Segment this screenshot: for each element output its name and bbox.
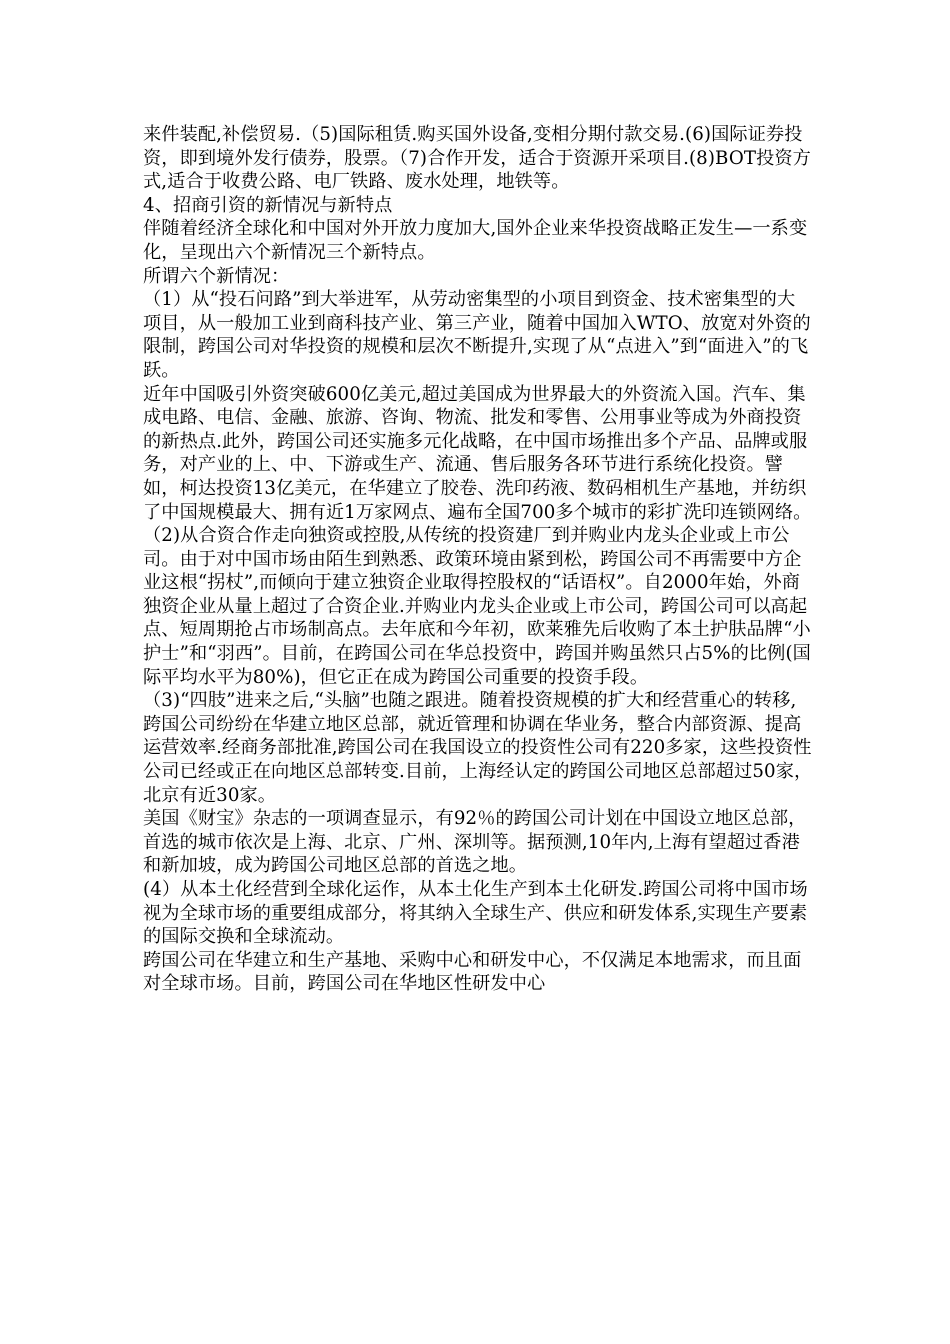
paragraph-point-1-detail: 近年中国吸引外资突破600亿美元,超过美国成为世界最大的外资流入国。汽车、集成电路、电信、金融、旅游、咨询、物流、批发和零售、公用事业等成为外商投资的新热点.此外，跨国公司还实施多元化战略，在中国市场推出多个产品、品牌或服务，对产业的上、中、下游或生产、流通、售后服务各环节进行系统化投资。譬如，柯达投资13亿美元，在华建立了胶卷、洗印药液、数码相机生产基地，并纺织了中国规模最大、拥有近1万家网点、遍布全国700多个城市的彩扩洗印连锁网络。 — [143, 383, 812, 523]
paragraph-point-4-detail: 跨国公司在华建立和生产基地、采购中心和研发中心，不仅满足本地需求，而且面对全球市场。目前，跨国公司在华地区性研发中心 — [143, 949, 802, 995]
paragraph-six-situations: 所谓六个新情况： — [143, 265, 290, 287]
paragraph-trade-methods: 来件装配,补偿贸易.（5)国际租赁.购买国外设备,变相分期付款交易.(6)国际证券投资，即到境外发行债券，股票。（7)合作开发，适合于资源开采项目.(8)BOT投资方式,适合于收费公路、电厂铁路、废水处理，地铁等。 — [143, 124, 811, 193]
paragraph-point-4: (4）从本土化经营到全球化运作，从本土化生产到本土化研发.跨国公司将中国市场视为全球市场的重要组成部分，将其纳入全球生产、供应和研发体系,实现生产要素的国际交换和全球流动。 — [143, 879, 808, 948]
paragraph-point-3: （3)“四肢”进来之后,“头脑”也随之跟进。随着投资规模的扩大和经营重心的转移,跨国公司纷纷在华建立地区总部，就近管理和协调在华业务，整合内部资源、提高运营效率.经商务部批准,跨国公司在我国设立的投资性公司有220多家，这些投资性公司已经或正在向地区总部转变.目前，上海经认定的跨国公司地区总部超过50家，北京有近30家。 — [143, 690, 813, 806]
section-heading: 4、招商引资的新情况与新特点 — [143, 194, 393, 216]
paragraph-point-2: （2)从合资合作走向独资或控股,从传统的投资建厂到并购业内龙头企业或上市公司。由于对中国市场由陌生到熟悉、政策环境由紧到松，跨国公司不再需要中方企业这根“拐杖”,而倾向于建立独资企业取得控股权的“话语权”。自2000年始，外商独资企业从量上超过了合资企业.并购业内龙头企业或上市公司，跨国公司可以高起点、短周期抢占市场制高点。去年底和今年初，欧莱雅先后收购了本土护肤品牌“小护士”和“羽西”。目前，在跨国公司在华总投资中，跨国并购虽然只占5%的比例(国际平均水平为80%)，但它正在成为跨国公司重要的投资手段。 — [143, 525, 811, 688]
paragraph-intro: 伴随着经济全球化和中国对外开放力度加大,国外企业来华投资战略正发生—一系变化，呈现出六个新情况三个新特点。 — [143, 218, 808, 263]
paragraph-point-3-detail: 美国《财宝》杂志的一项调查显示，有92％的跨国公司计划在中国设立地区总部，首选的城市依次是上海、北京、广州、深圳等。据预测,10年内,上海有望超过香港和新加坡，成为跨国公司地区总部的首选之地。 — [143, 808, 807, 877]
paragraph-point-1: （1）从“投石问路”到大举进军，从劳动密集型的小项目到资金、技术密集型的大项目，从一般加工业到商科技产业、第三产业，随着中国加入WTO、放宽对外资的限制，跨国公司对华投资的规模和层次不断提升,实现了从“点进入”到“面进入”的飞跃。 — [143, 289, 811, 381]
document-body — [143, 123, 813, 996]
